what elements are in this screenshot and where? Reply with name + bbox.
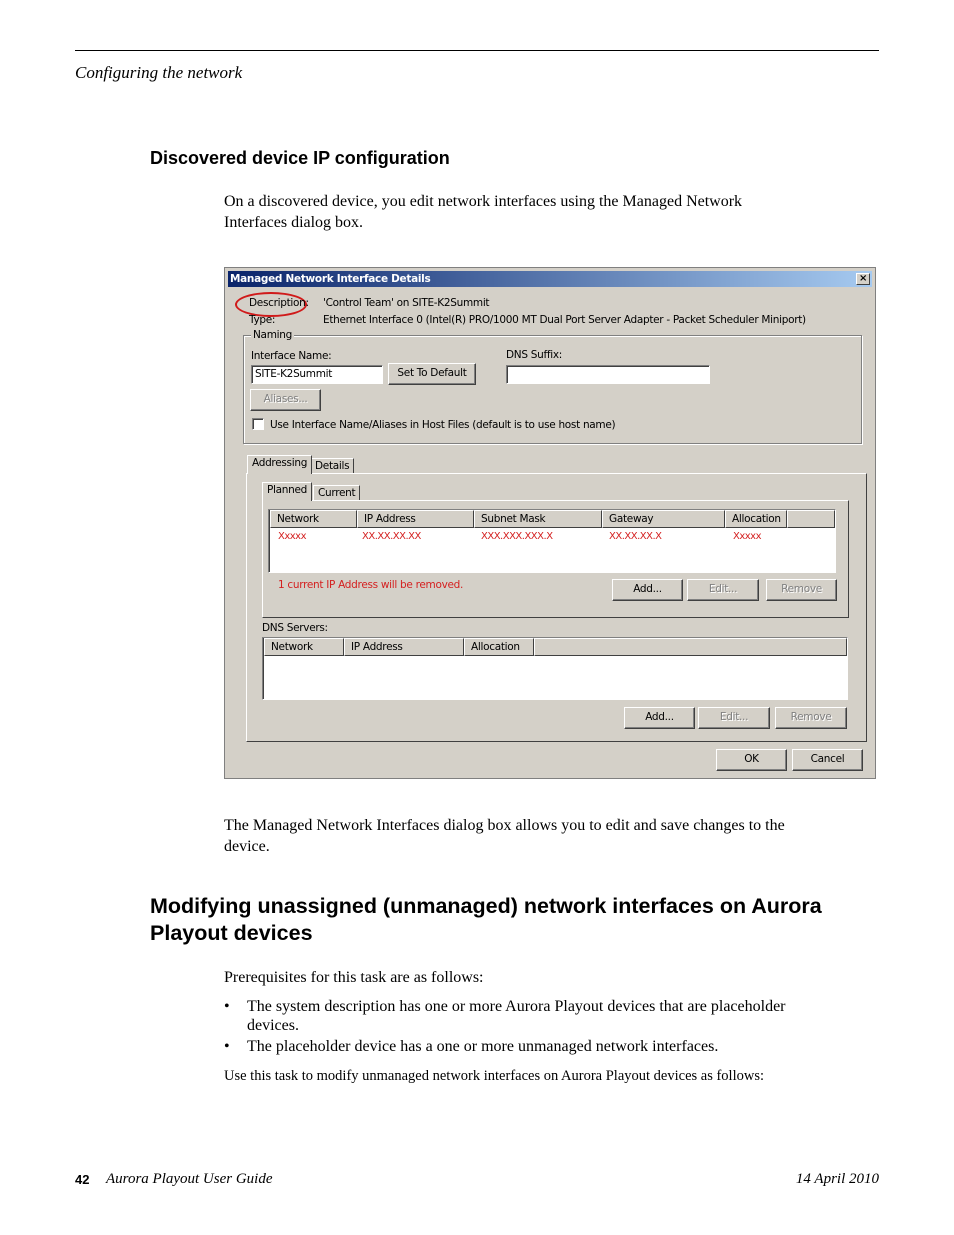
dns-suffix-input[interactable]: [506, 365, 710, 384]
list-item-text: The system description has one or more Aurora Playout devices that are placeholder devices.: [247, 998, 786, 1034]
dns-servers-list[interactable]: [262, 637, 848, 700]
removal-note: 1 current IP Address will be removed.: [278, 579, 464, 591]
managed-network-interface-dialog: [224, 267, 876, 779]
dns-edit-button[interactable]: Edit...: [698, 707, 770, 729]
subtab-planned[interactable]: Planned: [262, 482, 312, 501]
interface-name-label: Interface Name:: [251, 350, 332, 362]
description-label: Description:: [249, 297, 309, 309]
address-remove-button[interactable]: Remove: [766, 579, 837, 601]
description-value: 'Control Team' on SITE-K2Summit: [323, 297, 490, 309]
guide-title: Aurora Playout User Guide: [106, 1171, 273, 1187]
dns-remove-button[interactable]: Remove: [775, 707, 847, 729]
tab-details[interactable]: Details: [310, 458, 354, 474]
column-header-subnet-mask[interactable]: Subnet Mask: [474, 510, 602, 528]
tab-addressing[interactable]: Addressing: [247, 455, 312, 474]
dns-column-header-network[interactable]: Network: [264, 638, 344, 656]
after-dialog-paragraph: The Managed Network Interfaces dialog box allows you to edit and save changes to the device.: [224, 817, 785, 855]
cell-gateway: XX.XX.XX.X: [609, 531, 662, 542]
page-number: 42: [75, 1172, 90, 1187]
bullet-icon: •: [224, 1038, 230, 1055]
ok-button[interactable]: OK: [716, 749, 787, 771]
dns-column-header-ip-address[interactable]: IP Address: [344, 638, 464, 656]
address-list[interactable]: [268, 509, 836, 573]
column-header-allocation[interactable]: Allocation: [725, 510, 787, 528]
dns-suffix-label: DNS Suffix:: [506, 349, 563, 361]
cell-ip-address: XX.XX.XX.XX: [362, 531, 421, 542]
close-icon[interactable]: ×: [856, 273, 870, 285]
list-item: [224, 997, 814, 1037]
dns-add-button[interactable]: Add...: [624, 707, 695, 729]
list-item: [224, 1037, 814, 1057]
cell-network: Xxxxx: [278, 531, 307, 542]
column-header-filler: [787, 510, 835, 528]
section-heading-modifying: Modifying unassigned (unmanaged) network interfaces on Aurora Playout devices: [150, 894, 822, 945]
dialog-title: Managed Network Interface Details: [230, 273, 431, 285]
list-item-text: The placeholder device has a one or more unmanaged network interfaces.: [247, 1038, 719, 1055]
type-value: Ethernet Interface 0 (Intel(R) PRO/1000 MT Dual Port Server Adapter - Packet Scheduler Miniport): [323, 314, 806, 326]
aliases-button[interactable]: Aliases...: [250, 389, 321, 411]
prereq-paragraph: Prerequisites for this task are as follows:: [224, 969, 484, 986]
bullet-icon: •: [224, 998, 230, 1015]
publication-date: 14 April 2010: [795, 1171, 879, 1187]
use-interface-checkbox[interactable]: [252, 418, 264, 430]
dialog-titlebar: [228, 271, 872, 287]
subtab-current[interactable]: Current: [313, 485, 360, 501]
intro-paragraph: On a discovered device, you edit network interfaces using the Managed Network Interfaces dialog box.: [224, 193, 743, 231]
address-add-button[interactable]: Add...: [612, 579, 683, 601]
naming-group-title: Naming: [253, 329, 292, 341]
set-to-default-button[interactable]: Set To Default: [388, 363, 476, 385]
cell-subnet-mask: XXX.XXX.XXX.X: [481, 531, 553, 542]
dns-servers-label: DNS Servers:: [262, 622, 328, 634]
column-header-network[interactable]: Network: [270, 510, 357, 528]
interface-name-input[interactable]: SITE-K2Summit: [251, 365, 383, 384]
column-header-ip-address[interactable]: IP Address: [357, 510, 474, 528]
running-head: Configuring the network: [75, 63, 243, 82]
dns-column-header-allocation[interactable]: Allocation: [464, 638, 534, 656]
use-interface-checkbox-label: Use Interface Name/Aliases in Host Files (default is to use host name): [270, 419, 616, 431]
address-edit-button[interactable]: Edit...: [687, 579, 759, 601]
dns-column-header-filler: [534, 638, 847, 656]
column-header-gateway[interactable]: Gateway: [602, 510, 725, 528]
cancel-button[interactable]: Cancel: [792, 749, 863, 771]
type-label: Type:: [249, 314, 276, 326]
header-rule: [75, 50, 879, 51]
section-heading-discovered: Discovered device IP configuration: [150, 148, 450, 168]
use-task-paragraph: Use this task to modify unmanaged network interfaces on Aurora Playout devices as follows:: [224, 1068, 765, 1084]
cell-allocation: Xxxxx: [733, 531, 762, 542]
